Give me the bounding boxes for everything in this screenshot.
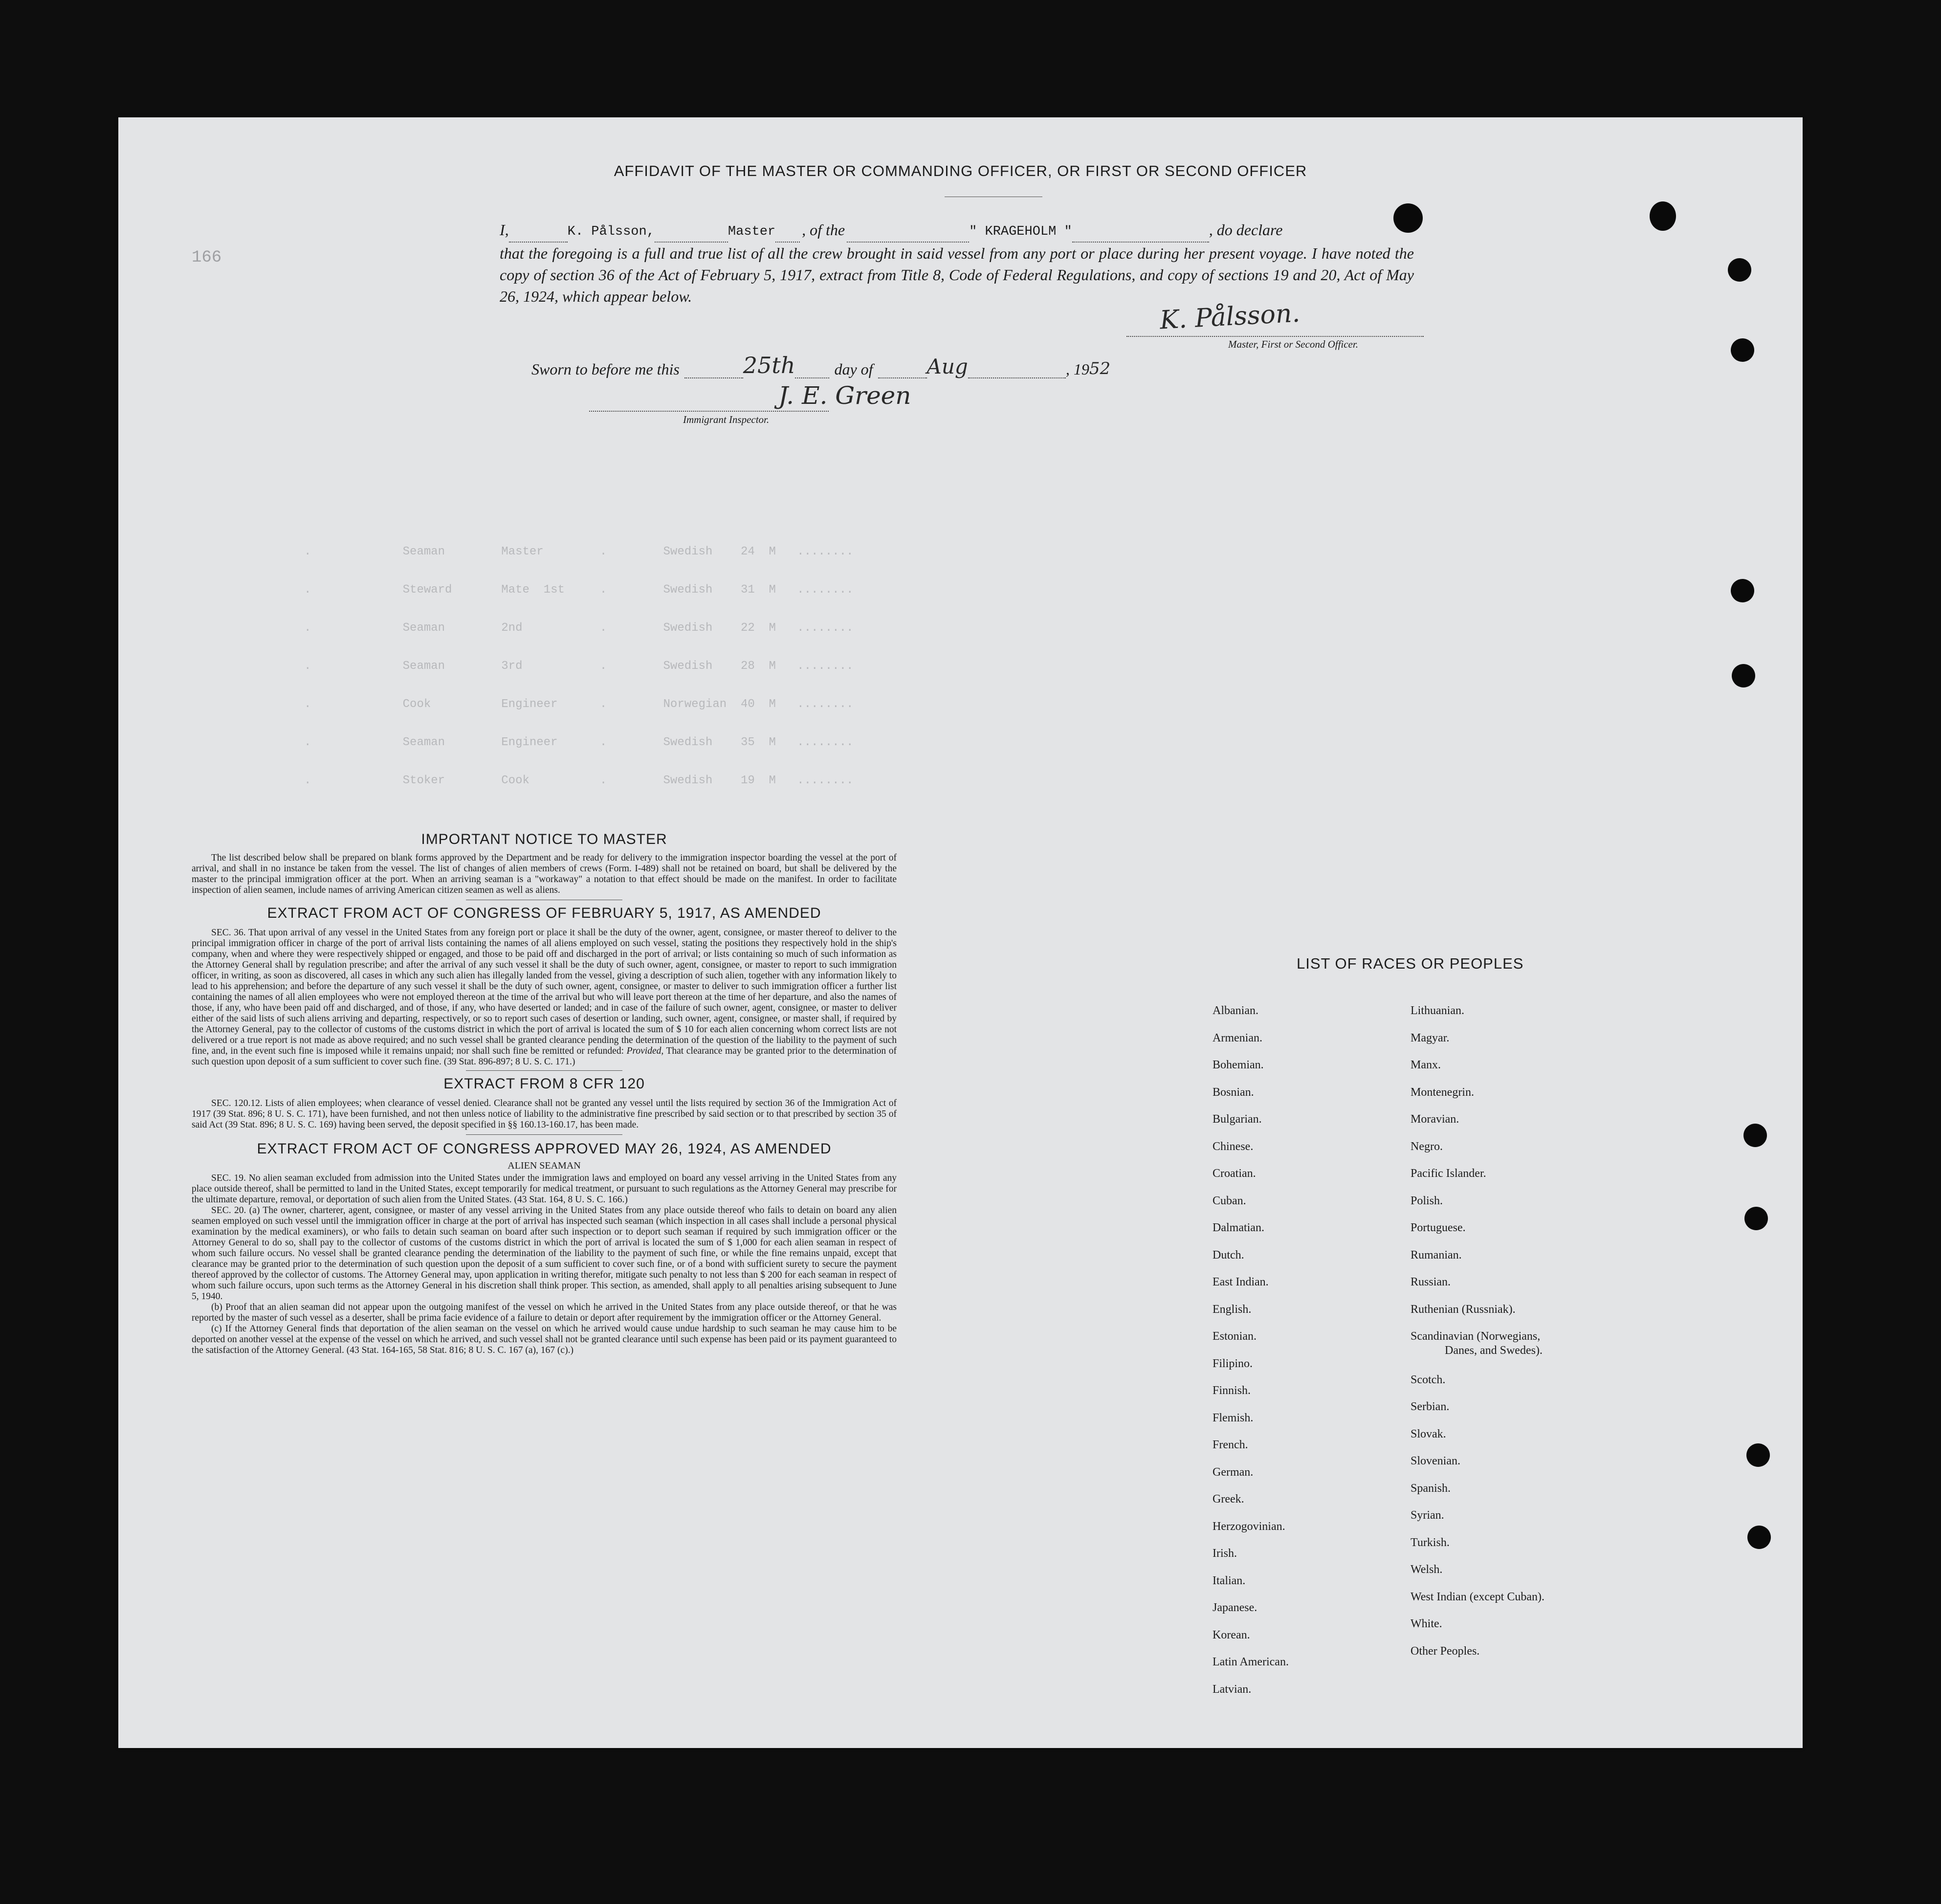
sworn-prefix: Sworn to before me this — [531, 360, 680, 378]
legal-column — [192, 831, 897, 1356]
page-number-bleed: 166 — [192, 248, 222, 267]
race-item: Japanese. — [1213, 1601, 1257, 1614]
signature-line — [1126, 336, 1424, 337]
sec20c-text: (c) If the Attorney General finds that deportation of the alien seaman on the vessel on which he arrived would cause undue hardship to such seaman he may cause him to be deported on another vessel at the expense of the vessel on which he arrived, and such vessel shall not be granted clearance until such expense has been paid or its payment guaranteed to the satisfaction of the Attorney General. (43 Stat. 164-165, 58 Stat. 816; 8 U. S. C. 167 (a), 167 (c).) — [192, 1324, 897, 1355]
provided-word: Provided, — [626, 1046, 664, 1056]
punch-hole — [1731, 338, 1754, 362]
race-item: Estonian. — [1213, 1330, 1257, 1343]
affidavit-title: AFFIDAVIT OF THE MASTER OR COMMANDING OFFICER, OR FIRST OR SECOND OFFICER — [614, 162, 1307, 179]
race-item: Scotch. — [1411, 1373, 1446, 1386]
race-item: East Indian. — [1213, 1276, 1269, 1288]
sec20a-text: SEC. 20. (a) The owner, charterer, agent, consignee, or master of any vessel arriving in the United States from any place outside thereof who fails to detain on board any alien seamen employed on such vessel until the immigration officer in charge at the port of arrival has inspected such seaman (which inspection in all cases shall include a personal physical examination by the medical examiners), or who fails to detain such seaman on board after such inspection or to deport such seaman if required by such immigration officer or the Attorney General to do so, shall pay to the collector of customs of the customs district in which the port of arrival is located the sum of $ 1,000 for each alien seaman in respect of whom such failure occurs. No vessel shall be granted clearance pending the determination of the liability to the payment of such fine, or while the fine remains unpaid, except that clearance may be granted prior to the determination of such question upon the deposit of a sum sufficient to cover such fine, or of a bond with sufficient surety to secure the payment thereof approved by the collector of customs. The Attorney General may, upon application in writing therefor, mitigate such penalty to not less than $ 200 for each seaman in respect of whom such failure occurs, upon such terms as the Attorney General in his discretion shall think proper. This section, as amended, shall apply to all penalties arising subsequent to June 5, 1940. — [192, 1205, 897, 1302]
race-item: Portuguese. — [1411, 1221, 1466, 1234]
race-item: White. — [1411, 1617, 1442, 1630]
race-item: Manx. — [1411, 1059, 1441, 1071]
year-prefix: , 19 — [1065, 360, 1089, 378]
punch-hole — [1744, 1207, 1768, 1230]
race-item: Other Peoples. — [1411, 1644, 1480, 1658]
race-item: Negro. — [1411, 1140, 1443, 1153]
inspector-signature: J. E. Green — [778, 381, 911, 410]
race-item: Russian. — [1411, 1276, 1451, 1288]
sworn-line — [531, 352, 1363, 378]
races-column-1 — [1213, 997, 1289, 1703]
race-item: Rumanian. — [1411, 1248, 1462, 1262]
sec20b-text: (b) Proof that an alien seaman did not appear upon the outgoing manifest of the vessel on which he arrived in the United States from any place outside thereof, or that he was reported by the master of such vessel as a deserter, shall be prima facie evidence of a failure to detain or deport after requirement by the immigration officer or the Attorney General. — [192, 1302, 897, 1323]
master-signature: K. Pålsson. — [1159, 298, 1301, 335]
race-item: Herzogovinian. — [1213, 1520, 1285, 1533]
race-item: Montenegrin. — [1411, 1085, 1474, 1099]
race-item: Irish. — [1213, 1547, 1237, 1560]
race-item: Flemish. — [1213, 1411, 1254, 1424]
race-item: Danes, and Swedes). — [1445, 1344, 1543, 1357]
race-item: Korean. — [1213, 1628, 1250, 1641]
declaration-body: that the foregoing is a full and true list of all the crew brought in said vessel from any port or place during her present voyage. I have noted the copy of section 36 of the Act of February 5, 1917, extract from Title 8, Code of Federal Regulations, and copy of sections 19 and 20, Act of May 26, 1924, which appear below. — [500, 244, 1414, 305]
race-item: Cuban. — [1213, 1194, 1246, 1207]
punch-hole — [1732, 664, 1755, 687]
sworn-month: Aug — [926, 354, 968, 378]
race-item: Filipino. — [1213, 1357, 1253, 1370]
race-item: English. — [1213, 1303, 1252, 1316]
race-item: Syrian. — [1411, 1509, 1444, 1522]
declarant-name: K. Pålsson, — [567, 224, 655, 239]
punch-hole — [1728, 258, 1751, 282]
do-declare-text: , do declare — [1209, 221, 1283, 239]
vessel-name: " KRAGEHOLM " — [969, 224, 1072, 239]
race-item: West Indian (except Cuban). — [1411, 1590, 1544, 1603]
race-item: Bosnian. — [1213, 1085, 1254, 1099]
race-item: Serbian. — [1411, 1400, 1450, 1413]
punch-hole — [1743, 1124, 1767, 1147]
race-item: Welsh. — [1411, 1563, 1443, 1576]
race-item: Spanish. — [1411, 1482, 1451, 1495]
race-item: Armenian. — [1213, 1031, 1262, 1044]
signature-caption: Master, First or Second Officer. — [1228, 338, 1358, 350]
race-item: Polish. — [1411, 1194, 1443, 1207]
day-of-text: day of — [834, 360, 873, 378]
punch-hole — [1731, 579, 1754, 602]
race-item: Chinese. — [1213, 1140, 1254, 1153]
race-item: Turkish. — [1411, 1536, 1450, 1549]
punch-hole — [1650, 201, 1676, 231]
extract-1924-title: EXTRACT FROM ACT OF CONGRESS APPROVED MAY 26, 1924, AS AMENDED — [257, 1141, 832, 1157]
extract-1917-title: EXTRACT FROM ACT OF CONGRESS OF FEBRUARY 5, 1917, AS AMENDED — [267, 905, 821, 921]
race-item: Finnish. — [1213, 1384, 1251, 1397]
race-item: Scandinavian (Norwegians, — [1411, 1330, 1541, 1343]
sec19-text: SEC. 19. No alien seaman excluded from admission into the United States under the immigration laws and employed on board any vessel arriving in the United States from any place outside thereof, shall be permitted to land in the United States, except temporarily for medical treatment, or pursuant to such regulations as the Attorney General may prescribe for the ultimate departure, removal, or deportation of such alien from the United States. (43 Stat. 164, 8 U. S. C. 166.) — [192, 1173, 897, 1205]
race-item: Ruthenian (Russniak). — [1411, 1303, 1516, 1316]
sworn-year: 52 — [1089, 359, 1111, 378]
races-column-2 — [1411, 997, 1544, 1665]
bleed-through-text: . Seaman Master . Swedish 24 M ........ . Steward Mate 1st . Swedish 31 M ........ . Seaman 2nd . Swedish 22 M ........ . Seaman 3rd . Swedish 28 M ........ . Cook Engineer . Norwegian 40 M ........ . Seaman Engineer . Swedish 35 M ........ . Stoker Cook . Swedish 19 M ........ — [304, 545, 854, 787]
declarant-rank: Master — [728, 224, 776, 239]
race-item: Bohemian. — [1213, 1059, 1264, 1071]
extract-cfr-text: SEC. 120.12. Lists of alien employees; when clearance of vessel denied. Clearance shall not be granted any vessel until the lists required by section 36 of the Immigration Act of 1917 (39 Stat. 896; 8 U. S. C. 171), have been furnished, and not then unless notice of liability to the administrative fine prescribed by said section or to that prescribed by section 35 of said Act (39 Stat. 896; 8 U. S. C. 169) having been served, the deposit specified in §§ 160.13-160.17, has been made. — [192, 1098, 897, 1130]
race-item: Dalmatian. — [1213, 1221, 1264, 1234]
race-item: Slovenian. — [1411, 1455, 1460, 1467]
notice-title: IMPORTANT NOTICE TO MASTER — [421, 831, 667, 847]
race-item: Italian. — [1213, 1574, 1246, 1587]
race-item: Latin American. — [1213, 1656, 1289, 1668]
extract-1917-end: That clearance may be granted prior to the determination of such question upon deposit of a sum sufficient to cover such fine. (39 Stat. 896-897; 8 U. S. C. 171.) — [192, 1046, 897, 1067]
race-item: Latvian. — [1213, 1683, 1252, 1696]
of-the-text: , of the — [802, 221, 845, 239]
section-divider — [466, 1134, 622, 1135]
race-item: Bulgarian. — [1213, 1113, 1262, 1126]
sworn-day: 25th — [743, 352, 795, 378]
extract-cfr-title: EXTRACT FROM 8 CFR 120 — [443, 1076, 645, 1092]
inspector-caption: Immigrant Inspector. — [683, 414, 770, 425]
notice-text: The list described below shall be prepared on blank forms approved by the Department and be ready for delivery to the immigration inspector boarding the vessel at the port of arrival, and shall in no instance be taken from the vessel. The list of changes of alien members of crews (Form. I-489) shall not be retained on board, but shall be delivered by the master to the principal immigration officer at the port. When an arriving seaman is a "workaway" a notation to that effect should be made on the manifest. In order to facilitate inspection of alien seamen, include names of arriving American citizen seamen as well as aliens. — [192, 853, 897, 895]
race-item: French. — [1213, 1439, 1248, 1451]
race-item: Croatian. — [1213, 1167, 1256, 1180]
race-item: Greek. — [1213, 1493, 1244, 1505]
race-item: Lithuanian. — [1411, 1004, 1464, 1017]
race-item: Dutch. — [1213, 1248, 1244, 1262]
section-divider — [466, 1070, 622, 1071]
extract-1917-main: SEC. 36. That upon arrival of any vessel in the United States from any foreign port or place it shall be the duty of the owner, agent, consignee, or master thereof to deliver to the principal immigration officer in charge of the port of arrival lists containing the names of all aliens employed on such vessel, stating the positions they respectively hold in the ship's company, when and where they were respectively shipped or engaged, and those to be paid off and discharged in the port of arrival; or lists containing so much of such information as the Attorney General shall by regulation prescribe; and after the arrival of any such vessel it shall be the duty of such owner, agent, consignee, or master to report to such immigration officer, in writing, as soon as discovered, all cases in which any such alien has illegally landed from the vessel, giving a description of such alien, together with any information likely to lead to his apprehension; and before the departure of any such vessel it shall be the duty of such owner, agent, consignee, or master to deliver to such immigration officer a further list containing the names of all alien employees who were not employed thereon at the time of the arrival but who will leave port thereon at the time of her departure, and also the names of those, if any, who have been paid off and discharged, and of those, if any, who have deserted or landed; and in case of the failure of such owner, agent, consignee, or master to deliver either of the said lists of such aliens arriving and departing, respectively, or so to report such cases of desertion or landing, such owner, agent, consignee, or master shall, if required by the Attorney General, pay to the collector of customs of the customs district in which the port of arrival is located the sum of $ 10 for each alien concerning whom correct lists are not delivered or a true report is not made as above required; and no such vessel shall be granted clearance pending the determination of the question of the liability to the payment of such fine, and, in the event such fine is imposed while it remains unpaid; nor shall such fine be remitted or refunded: — [192, 928, 897, 1056]
inspector-line — [589, 411, 829, 412]
race-item: German. — [1213, 1465, 1254, 1479]
declarant-prefix: I, — [500, 221, 509, 239]
race-item: Slovak. — [1411, 1427, 1446, 1440]
extract-1917-text — [192, 928, 897, 1067]
race-item: Magyar. — [1411, 1031, 1450, 1044]
document-sheet — [118, 117, 1803, 1748]
punch-hole — [1746, 1443, 1770, 1467]
extract-1924-subtitle: ALIEN SEAMAN — [507, 1160, 581, 1171]
race-item: Albanian. — [1213, 1004, 1258, 1017]
races-title: LIST OF RACES OR PEOPLES — [1297, 955, 1524, 972]
race-item: Pacific Islander. — [1411, 1167, 1486, 1180]
race-item: Moravian. — [1411, 1113, 1459, 1126]
punch-hole — [1747, 1526, 1771, 1549]
affidavit-declaration — [500, 219, 1414, 307]
